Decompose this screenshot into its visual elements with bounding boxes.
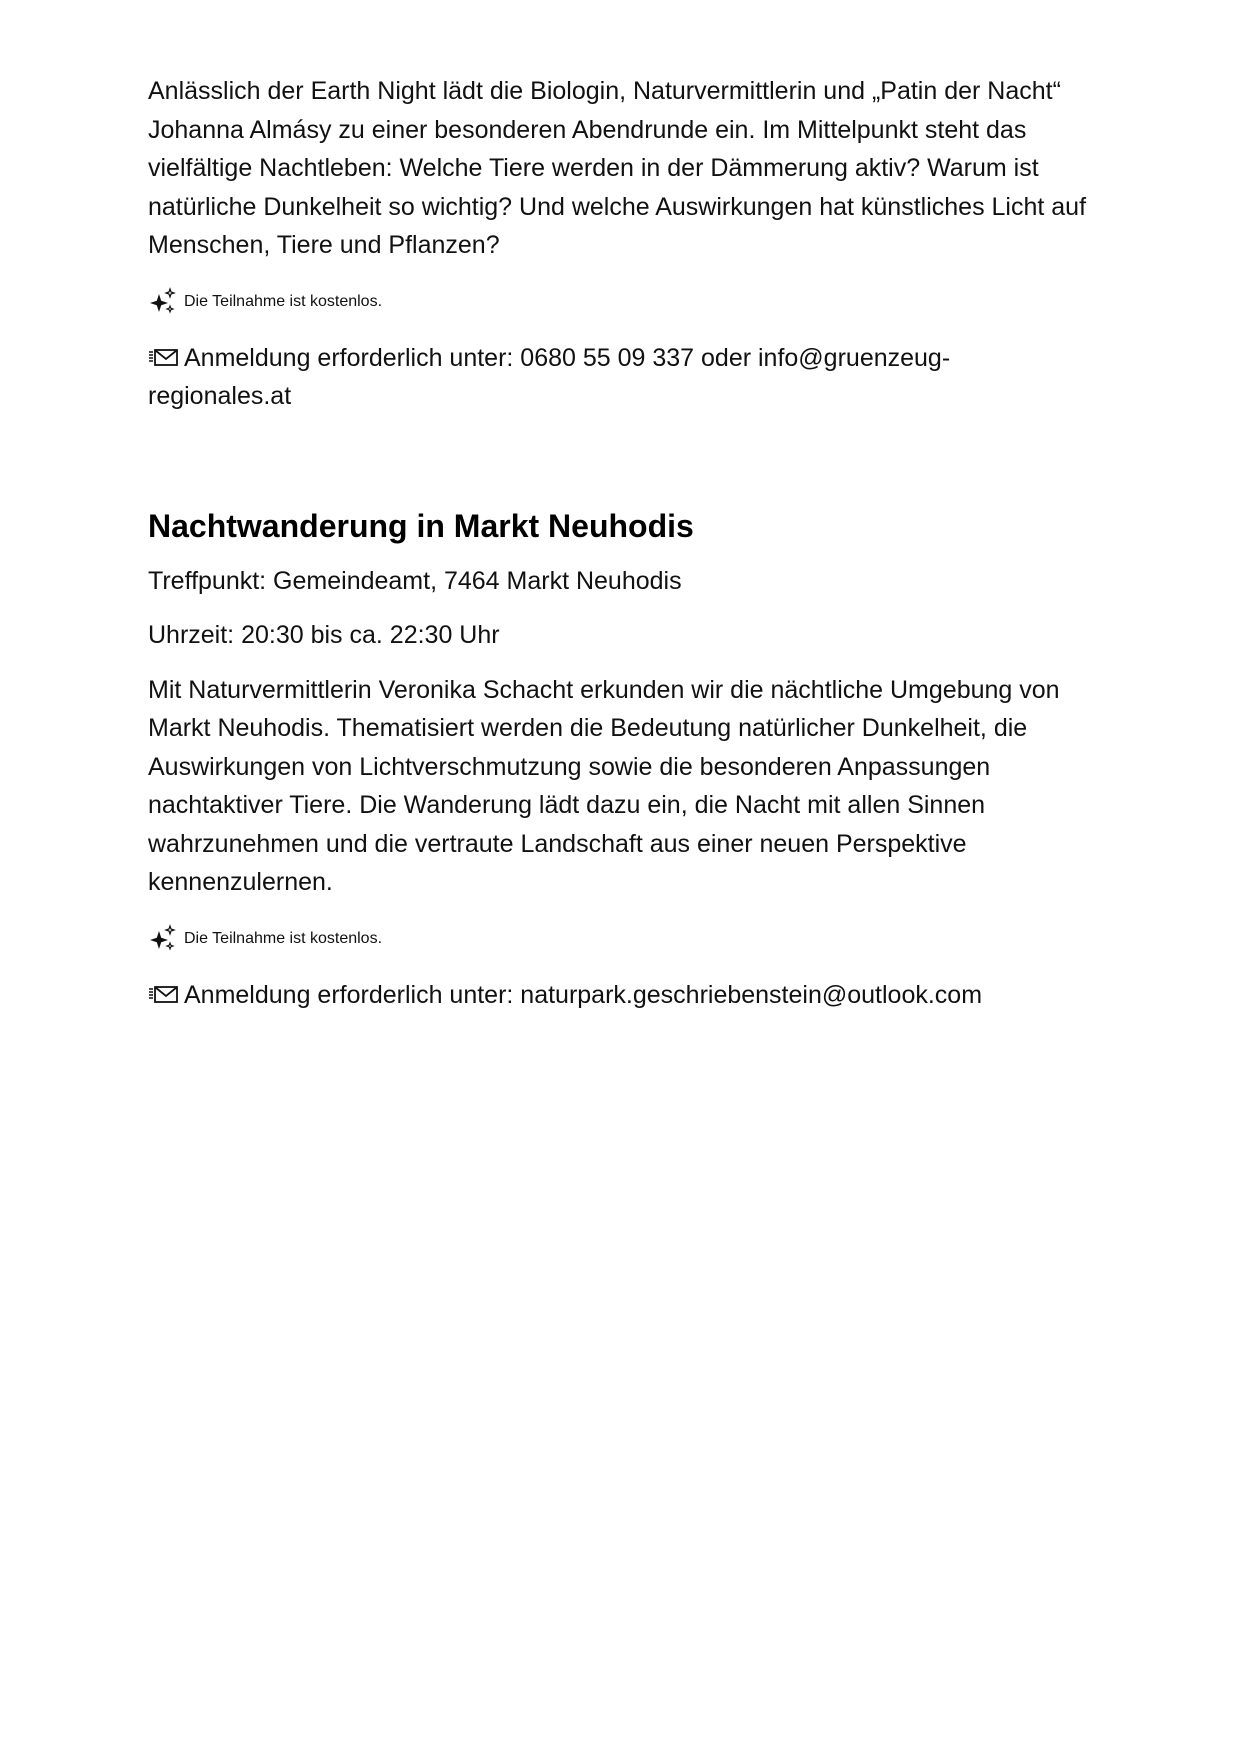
intro-fee-text: Die Teilnahme ist kostenlos. xyxy=(184,292,383,310)
intro-registration-line xyxy=(148,339,1108,378)
event-description: Mit Naturvermittlerin Veronika Schacht erkunden wir die nächtliche Umgebung von Markt Neuhodis. Thematisiert werden die Bedeutung natürlicher Dunkelheit, die Auswirkungen von Lichtverschmutzung sowie die besonderen Anpassungen nachtaktiver Tiere. Die Wanderung lädt dazu ein, die Nacht mit allen Sinnen wahrzunehmen und die vertraute Landschaft aus einer neuen Perspektive kennenzulernen. xyxy=(148,675,1060,896)
event-registration-line xyxy=(148,976,1108,1015)
intro-registration-text-1: Anmeldung erforderlich unter: 0680 55 09 337 oder info@gruenzeug- xyxy=(184,343,951,372)
event-meeting-point: Treffpunkt: Gemeindeamt, 7464 Markt Neuhodis xyxy=(148,566,682,595)
sparkles-icon xyxy=(148,923,180,955)
event-registration-text: Anmeldung erforderlich unter: naturpark.geschriebenstein@outlook.com xyxy=(184,980,983,1009)
document-page xyxy=(148,72,1108,1014)
envelope-icon xyxy=(148,979,180,1011)
sparkles-icon xyxy=(148,286,180,318)
intro-fee-line xyxy=(148,286,1108,318)
event-fee-line xyxy=(148,923,1108,955)
event-time: Uhrzeit: 20:30 bis ca. 22:30 Uhr xyxy=(148,621,500,649)
intro-description: Anlässlich der Earth Night lädt die Biologin, Naturvermittlerin und „Patin der Nacht“ Johanna Almásy zu einer besonderen Abendrunde ein. Im Mittelpunkt steht das vielfältige Nachtleben: Welche Tiere werden in der Dämmerung aktiv? Warum ist natürliche Dunkelheit so wichtig? Und welche Auswirkungen hat künstliches Licht auf Menschen, Tiere und Pflanzen? xyxy=(148,77,1087,259)
event-fee-text: Die Teilnahme ist kostenlos. xyxy=(184,929,383,947)
envelope-icon xyxy=(148,342,180,374)
event-title: Nachtwanderung in Markt Neuhodis xyxy=(148,507,694,544)
intro-registration-text-2: regionales.at xyxy=(148,382,292,410)
intro-registration xyxy=(148,339,1108,416)
